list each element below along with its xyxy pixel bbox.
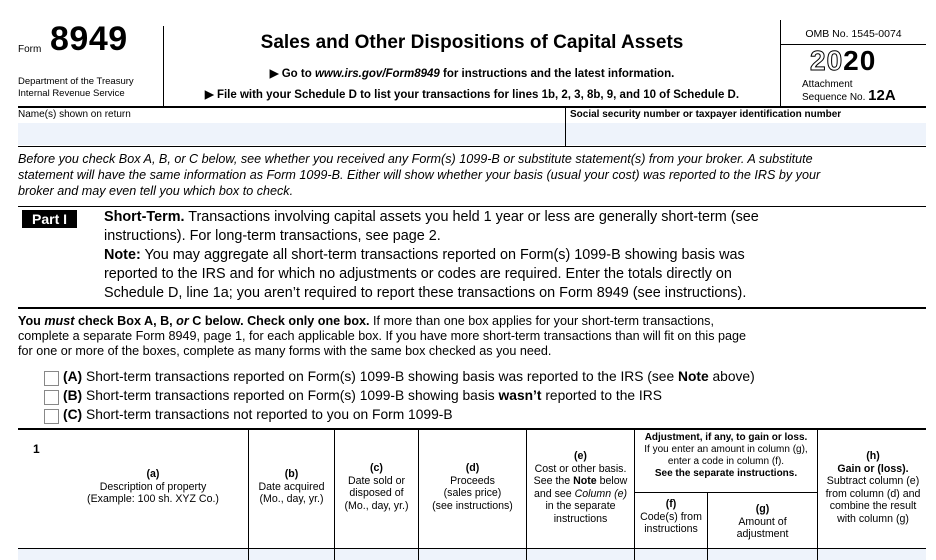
adjustment-header: Adjustment, if any, to gain or loss. If you enter an amount in column (g), enter a code in column (f). See the separate instructions. — [644, 432, 808, 479]
page-title: Sales and Other Dispositions of Capital Assets — [260, 32, 684, 53]
row1-cost-input[interactable] — [527, 549, 634, 560]
irs-link[interactable]: www.irs.gov/Form8949 — [314, 68, 440, 80]
form-label: Form — [18, 44, 42, 55]
name-label: Name(s) shown on return — [18, 109, 131, 120]
attachment-sequence: Attachment Sequence No. 12A — [802, 79, 896, 104]
form-number: 8949 — [50, 20, 128, 58]
must-check-paragraph: You must check Box A, B, or C below. Check only one box. If more than one box applies for your short-term transactions, complete a separate Form 8949, page 1, for each applicable box. If you have more short-term transactions than will fit on this page for one or more of the boxes, complete as many forms with the same box checked as you need. — [18, 314, 747, 358]
checkbox-c[interactable] — [44, 409, 59, 424]
ssn-field[interactable] — [566, 123, 926, 145]
row1-code-input[interactable] — [635, 549, 707, 560]
col-a-header: (a) Description of property (Example: 100 sh. XYZ Co.) — [87, 468, 219, 505]
checkbox-a[interactable] — [44, 371, 59, 386]
tax-year: 2020 — [810, 45, 877, 76]
box-b-label: (B) Short-term transactions reported on Form(s) 1099-B showing basis wasn’t reported to the IRS — [63, 388, 662, 403]
row1-gain-input[interactable] — [818, 549, 926, 560]
part-tag: Part I — [22, 210, 77, 228]
box-a-label: (A) Short-term transactions reported on Form(s) 1099-B showing basis was reported to the IRS (see Note above) — [63, 369, 755, 384]
line-number: 1 — [33, 442, 40, 456]
col-b-header: (b) Date acquired (Mo., day, yr.) — [258, 468, 325, 505]
row1-date-acquired-input[interactable] — [249, 549, 334, 560]
row1-proceeds-input[interactable] — [419, 549, 526, 560]
name-field[interactable] — [18, 123, 565, 145]
intro-paragraph: Before you check Box A, B, or C below, see whether you received any Form(s) 1099-B or substitute statement(s) from your broker. A substitute statement will have the same information as Form 1099-B. Either will show whether your basis (usual your cost) was reported to the IRS by your broker and may even tell you which box to check. — [18, 152, 821, 198]
dept-line2: Internal Revenue Service — [18, 88, 125, 99]
col-e-header: (e) Cost or other basis. See the Note below and see Column (e) in the separate instructions — [533, 450, 628, 525]
row1-date-sold-input[interactable] — [335, 549, 418, 560]
col-h-header: (h) Gain or (loss). Subtract column (e) from column (d) and combine the result with column (g) — [825, 450, 921, 525]
part1-heading: Short-Term. Transactions involving capital assets you held 1 year or less are generally short-term (see instructions). For long-term transactions, see page 2. Note: You may aggregate all short-term transactions reported on Form(s) 1099-B showing basis was reported to the IRS and for which no adjustments or codes are required. Enter the totals directly on Schedule D, line 1a; you aren’t required to report these transactions on Form 8949 (see instructions). — [104, 209, 759, 301]
checkbox-b[interactable] — [44, 390, 59, 405]
col-d-header: (d) Proceeds (sales price) (see instructions) — [432, 462, 513, 512]
row1-description-input[interactable] — [18, 549, 248, 560]
omb-number: OMB No. 1545-0074 — [805, 28, 902, 40]
dept-line1: Department of the Treasury — [18, 76, 134, 87]
col-g-header: (g) Amount of adjustment — [736, 503, 789, 540]
col-c-header: (c) Date sold or disposed of (Mo., day, yr.) — [344, 462, 409, 512]
file-with-instructions: ▶ File with your Schedule D to list your transactions for lines 1b, 2, 3, 8b, 9, and 10 of Schedule D. — [204, 89, 740, 101]
col-f-header: (f) Code(s) from instructions — [640, 498, 702, 535]
box-c-label: (C) Short-term transactions not reported to you on Form 1099-B — [63, 407, 453, 422]
ssn-label: Social security number or taxpayer identification number — [570, 109, 842, 120]
row1-adjustment-input[interactable] — [708, 549, 817, 560]
goto-instructions: ▶ Go to www.irs.gov/Form8949 for instructions and the latest information. — [269, 68, 675, 80]
